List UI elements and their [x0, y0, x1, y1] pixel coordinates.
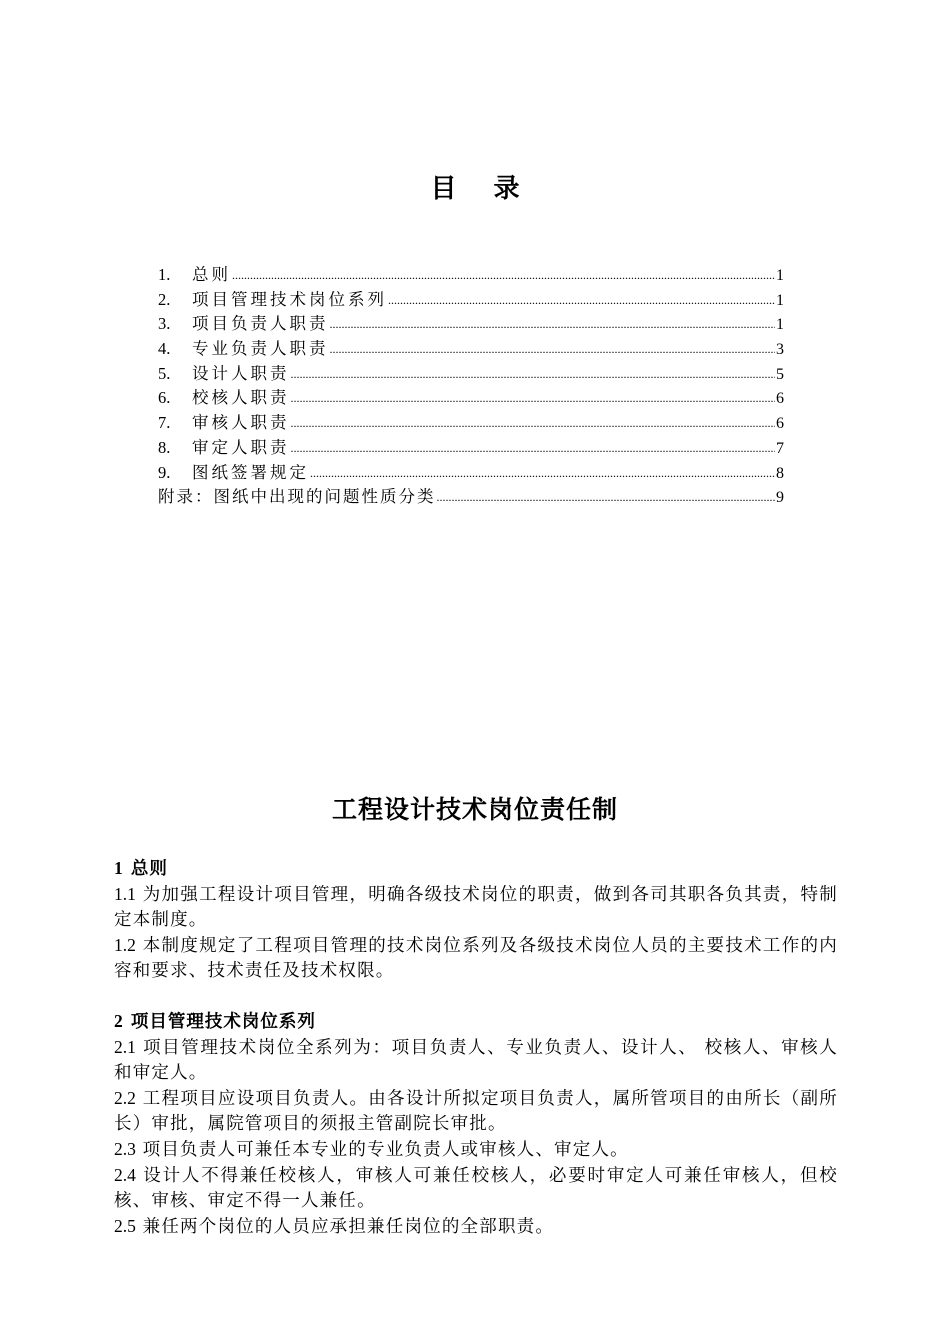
section-number: 2: [114, 1011, 124, 1031]
toc-entry-label: 项目管理技术岗位系列: [192, 289, 387, 309]
toc-entry-page: 3: [776, 341, 784, 359]
clause-text: 本制度规定了工程项目管理的技术岗位系列及各级技术岗位人员的主要技术工作的内容和要求、技术责任及技术权限。: [114, 936, 838, 981]
toc-entry-label: 校核人职责: [192, 388, 290, 408]
toc-entry-label: 专业负责人职责: [192, 339, 329, 359]
toc-entry-label: 设计人职责: [192, 363, 290, 383]
clause-number: 2.3: [114, 1139, 136, 1159]
toc-entry[interactable]: [158, 362, 784, 387]
clause-text: 工程项目应设项目负责人。由各设计所拟定项目负责人，属所管项目的由所长（副所长）审批，属院管项目的须报主管副院长审批。: [114, 1089, 838, 1134]
toc-entry[interactable]: [158, 461, 784, 486]
document-body: [114, 856, 838, 1240]
clause-paragraph: [114, 1137, 838, 1163]
toc-entry-number: 3.: [158, 314, 171, 334]
toc-dot-leader: [330, 337, 776, 362]
toc-appendix-label: 附录：图纸中出现的问题性质分类: [158, 487, 436, 507]
document-title: 工程设计技术岗位责任制: [331, 795, 618, 824]
toc-entry-page: 6: [776, 415, 784, 433]
toc-entry-number: 2.: [158, 289, 171, 309]
toc-entry[interactable]: [158, 263, 784, 288]
toc-dot-leader: [310, 461, 775, 486]
toc-entry[interactable]: [158, 337, 784, 362]
toc-entry[interactable]: [158, 288, 784, 313]
toc-entry[interactable]: [158, 312, 784, 337]
section-heading: [114, 856, 838, 882]
clause-paragraph: [114, 1214, 838, 1240]
toc-entry-number: 8.: [158, 437, 171, 457]
toc-entry-page: 6: [776, 390, 784, 408]
clause-number: 1.2: [114, 935, 136, 955]
toc-title: 目 录: [430, 174, 534, 204]
clause-paragraph: [114, 1086, 838, 1137]
clause-text: 项目负责人可兼任本专业的专业负责人或审核人、审定人。: [142, 1140, 629, 1160]
section-number: 1: [114, 858, 124, 878]
clause-paragraph: [114, 933, 838, 984]
section-heading-text: 项目管理技术岗位系列: [130, 1012, 316, 1032]
toc-entry-number: 9.: [158, 462, 171, 482]
toc-entry-page: 7: [776, 439, 784, 457]
clause-number: 2.4: [114, 1165, 136, 1185]
toc-entry-number: 6.: [158, 388, 171, 408]
toc-entry-page: 1: [776, 267, 784, 284]
toc-entry-label: 审核人职责: [192, 413, 290, 433]
toc-dot-leader: [291, 411, 776, 436]
toc-entry-number: 4.: [158, 339, 171, 359]
toc-entry-number: 7.: [158, 413, 171, 433]
toc-entry[interactable]: [158, 411, 784, 436]
toc-appendix-page: 9: [776, 489, 784, 507]
toc-dot-leader: [291, 436, 776, 461]
section-heading: [114, 1009, 838, 1035]
clause-number: 2.5: [114, 1216, 136, 1236]
clause-paragraph: [114, 1035, 838, 1086]
toc-dot-leader: [291, 386, 776, 411]
toc-dot-leader: [388, 288, 775, 313]
clause-text: 设计人不得兼任校核人，审核人可兼任校核人，必要时审定人可兼任审核人，但校核、审核、审定不得一人兼任。: [114, 1166, 839, 1211]
clause-number: 2.1: [114, 1037, 136, 1057]
section-heading-text: 总则: [130, 859, 168, 879]
toc-appendix-entry[interactable]: [158, 485, 784, 510]
toc-entry-number: 1.: [158, 265, 171, 284]
clause-paragraph: [114, 1163, 838, 1214]
toc-entry-page: 1: [776, 291, 784, 309]
toc-entry-label: 总则: [192, 265, 231, 284]
clause-text: 兼任两个岗位的人员应承担兼任岗位的全部职责。: [142, 1217, 555, 1237]
table-of-contents: [158, 263, 784, 510]
clause-paragraph: [114, 882, 838, 933]
toc-entry-page: 5: [776, 365, 784, 383]
clause-text: 为加强工程设计项目管理，明确各级技术岗位的职责，做到各司其职各负其责，特制定本制度。: [114, 885, 838, 930]
toc-dot-leader: [232, 263, 775, 288]
toc-entry-label: 图纸签署规定: [192, 462, 309, 482]
toc-entry-number: 5.: [158, 363, 171, 383]
toc-entry-label: 审定人职责: [192, 437, 290, 457]
toc-dot-leader: [330, 312, 776, 337]
toc-dot-leader: [437, 485, 776, 510]
clause-number: 1.1: [114, 884, 136, 904]
clause-number: 2.2: [114, 1088, 136, 1108]
section-spacer: [114, 984, 838, 1009]
clause-text: 项目管理技术岗位全系列为：项目负责人、专业负责人、设计人、 校核人、审核人和审定人。: [114, 1038, 838, 1083]
toc-entry[interactable]: [158, 386, 784, 411]
toc-entry-page: 8: [776, 464, 784, 482]
toc-entry-page: 1: [776, 316, 784, 334]
toc-dot-leader: [291, 362, 776, 387]
toc-entry-label: 项目负责人职责: [192, 314, 329, 334]
toc-entry[interactable]: [158, 436, 784, 461]
